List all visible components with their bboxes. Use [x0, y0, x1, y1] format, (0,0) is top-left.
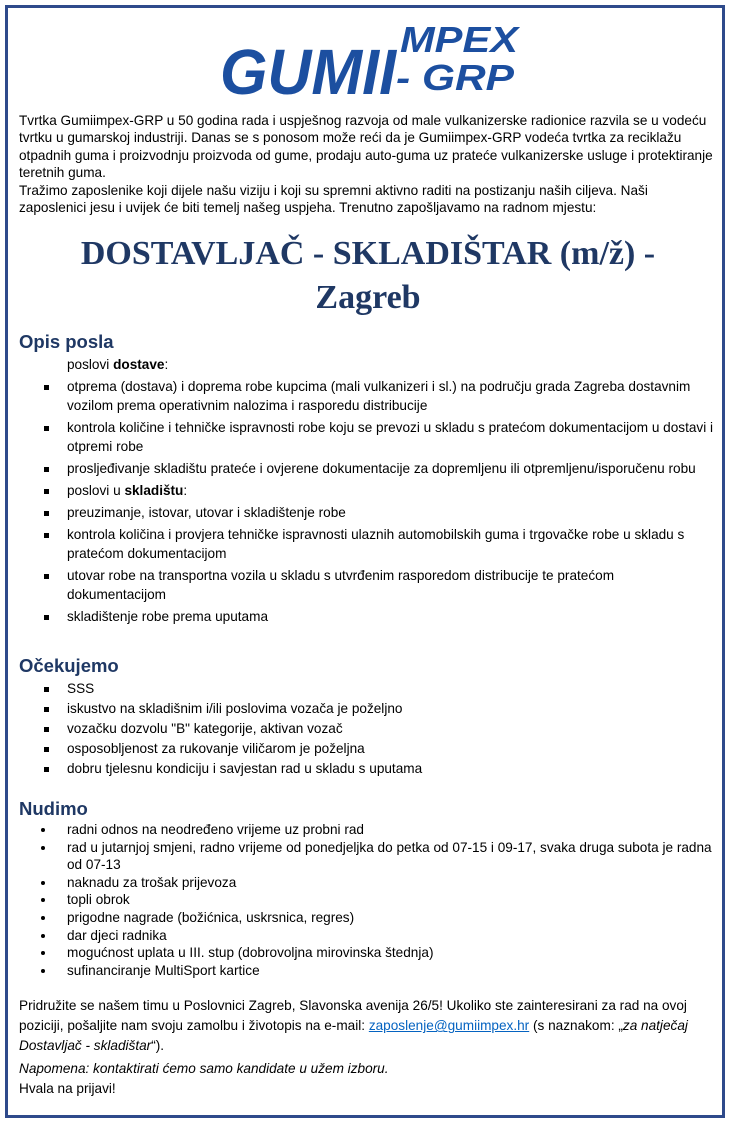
list-item: utovar robe na transportna vozila u skladu s utvrđenim rasporedom distribucije te pratećom dokumentacijom: [0, 566, 736, 604]
application-subject: za natječaj Dostavljač - skladištar: [19, 1018, 688, 1054]
list-item: rad u jutarnjoj smjeni, radno vrijeme od ponedjeljka do petka od 07-15 i 09-17, svaka druga subota je radna od 07-13: [0, 839, 736, 874]
job-title-line: DOSTAVLJAČ - SKLADIŠTAR (m/ž) -: [80, 235, 656, 272]
job-title-line: Zagreb: [315, 279, 421, 316]
list-item: otprema (dostava) i doprema robe kupcima (mali vulkanizeri i sl.) na području grada Zagreba dostavnim vozilom prema operativnim nalozima i rasporedu distribucije: [0, 377, 736, 415]
list-item: naknadu za trošak prijevoza: [0, 874, 736, 892]
note-text: Napomena: kontaktirati ćemo samo kandidate u užem izboru.: [19, 1060, 389, 1076]
list-item: iskustvo na skladišnim i/ili poslovima vozača je poželjno: [0, 699, 736, 718]
list-item: radni odnos na neodređeno vrijeme uz probni rad: [0, 821, 736, 839]
list-item: kontrola količine i tehničke ispravnosti robe koju se prevozi u skladu s pratećom dokumentacijom u dostavi i otpremi robe: [0, 418, 736, 456]
section-heading-ocekujemo: Očekujemo: [19, 655, 119, 676]
thanks-text: Hvala na prijavi!: [19, 1080, 116, 1096]
list-item: kontrola količina i provjera tehničke ispravnosti ulaznih automobilskih guma i trgovačke robe u skladu s pratećom dokumentacijom: [0, 525, 736, 563]
email-link[interactable]: zaposlenje@gumiimpex.hr: [368, 1018, 530, 1034]
list-item: preuzimanje, istovar, utovar i skladištenje robe: [0, 503, 736, 522]
logo-main-text: GUMII: [220, 36, 398, 100]
list-subheading: poslovi u skladištu:: [0, 481, 736, 500]
logo-top-text: MPEX: [400, 20, 520, 60]
list-item: prigodne nagrade (božićnica, uskrsnica, regres): [0, 909, 736, 927]
list-item: mogućnost uplata u III. stup (dobrovoljna mirovinska štednja): [0, 944, 736, 962]
intro-paragraph: Tvrtka Gumiimpex-GRP u 50 godina rada i uspješnog razvoja od male vulkanizerske radionice razvila se u vodeću tvrtku u gumarskoj industriji. Danas se s ponosom može reći da je Gumiimpex-GRP vodeća tvrtka za reciklažu otpadnih guma i proizvodnju proizvoda od gume, prodaju auto-guma uz prateće vulkanizerske usluge i protektiranje teretnih guma.: [19, 113, 713, 181]
logo-bottom-text: - GRP: [396, 57, 516, 98]
list-item: vozačku dozvolu "B" kategorije, aktivan vozač: [0, 719, 736, 738]
job-title: [20, 232, 716, 320]
benefits-list: [0, 821, 736, 979]
list-item: topli obrok: [0, 891, 736, 909]
list-subheading: poslovi dostave:: [67, 357, 169, 372]
job-description-list: [0, 355, 736, 626]
list-item: sufinanciranje MultiSport kartice: [0, 962, 736, 980]
section-heading-opis: Opis posla: [19, 331, 114, 352]
list-item: dobru tjelesnu kondiciju i savjestan rad u skladu s uputama: [0, 759, 736, 778]
intro-paragraph: Tražimo zaposlenike koji dijele našu viziju i koji su spremni aktivno raditi na postizanju naših ciljeva. Naši zaposlenici jesu i uvijek će biti temelj našeg uspjeha. Trenutno zapošljavamo na radnom mjestu:: [19, 182, 648, 216]
list-item: prosljeđivanje skladištu prateće i ovjerene dokumentacije za dopremljenu ili otpremljenu/isporučenu robu: [0, 459, 736, 478]
company-logo: [220, 20, 520, 100]
list-item: osposobljenost za rukovanje viličarom je poželjna: [0, 739, 736, 758]
application-info: [19, 996, 719, 1099]
list-item: SSS: [0, 679, 736, 698]
requirements-list: [0, 679, 736, 778]
section-heading-nudimo: Nudimo: [19, 798, 88, 819]
intro-text: [19, 112, 715, 216]
application-paragraph: Pridružite se našem timu u Poslovnici Zagreb, Slavonska avenija 26/5! Ukoliko ste zainteresirani za rad na ovoj poziciji, pošaljite nam svoju zamolbu i životopis na e-mail: zaposlenje@gumiimpex.hr (s naznakom: „za natječaj Dostavljač - skladištar“).: [19, 998, 688, 1054]
list-item: skladištenje robe prema uputama: [0, 607, 736, 626]
list-item: dar djeci radnika: [0, 927, 736, 945]
